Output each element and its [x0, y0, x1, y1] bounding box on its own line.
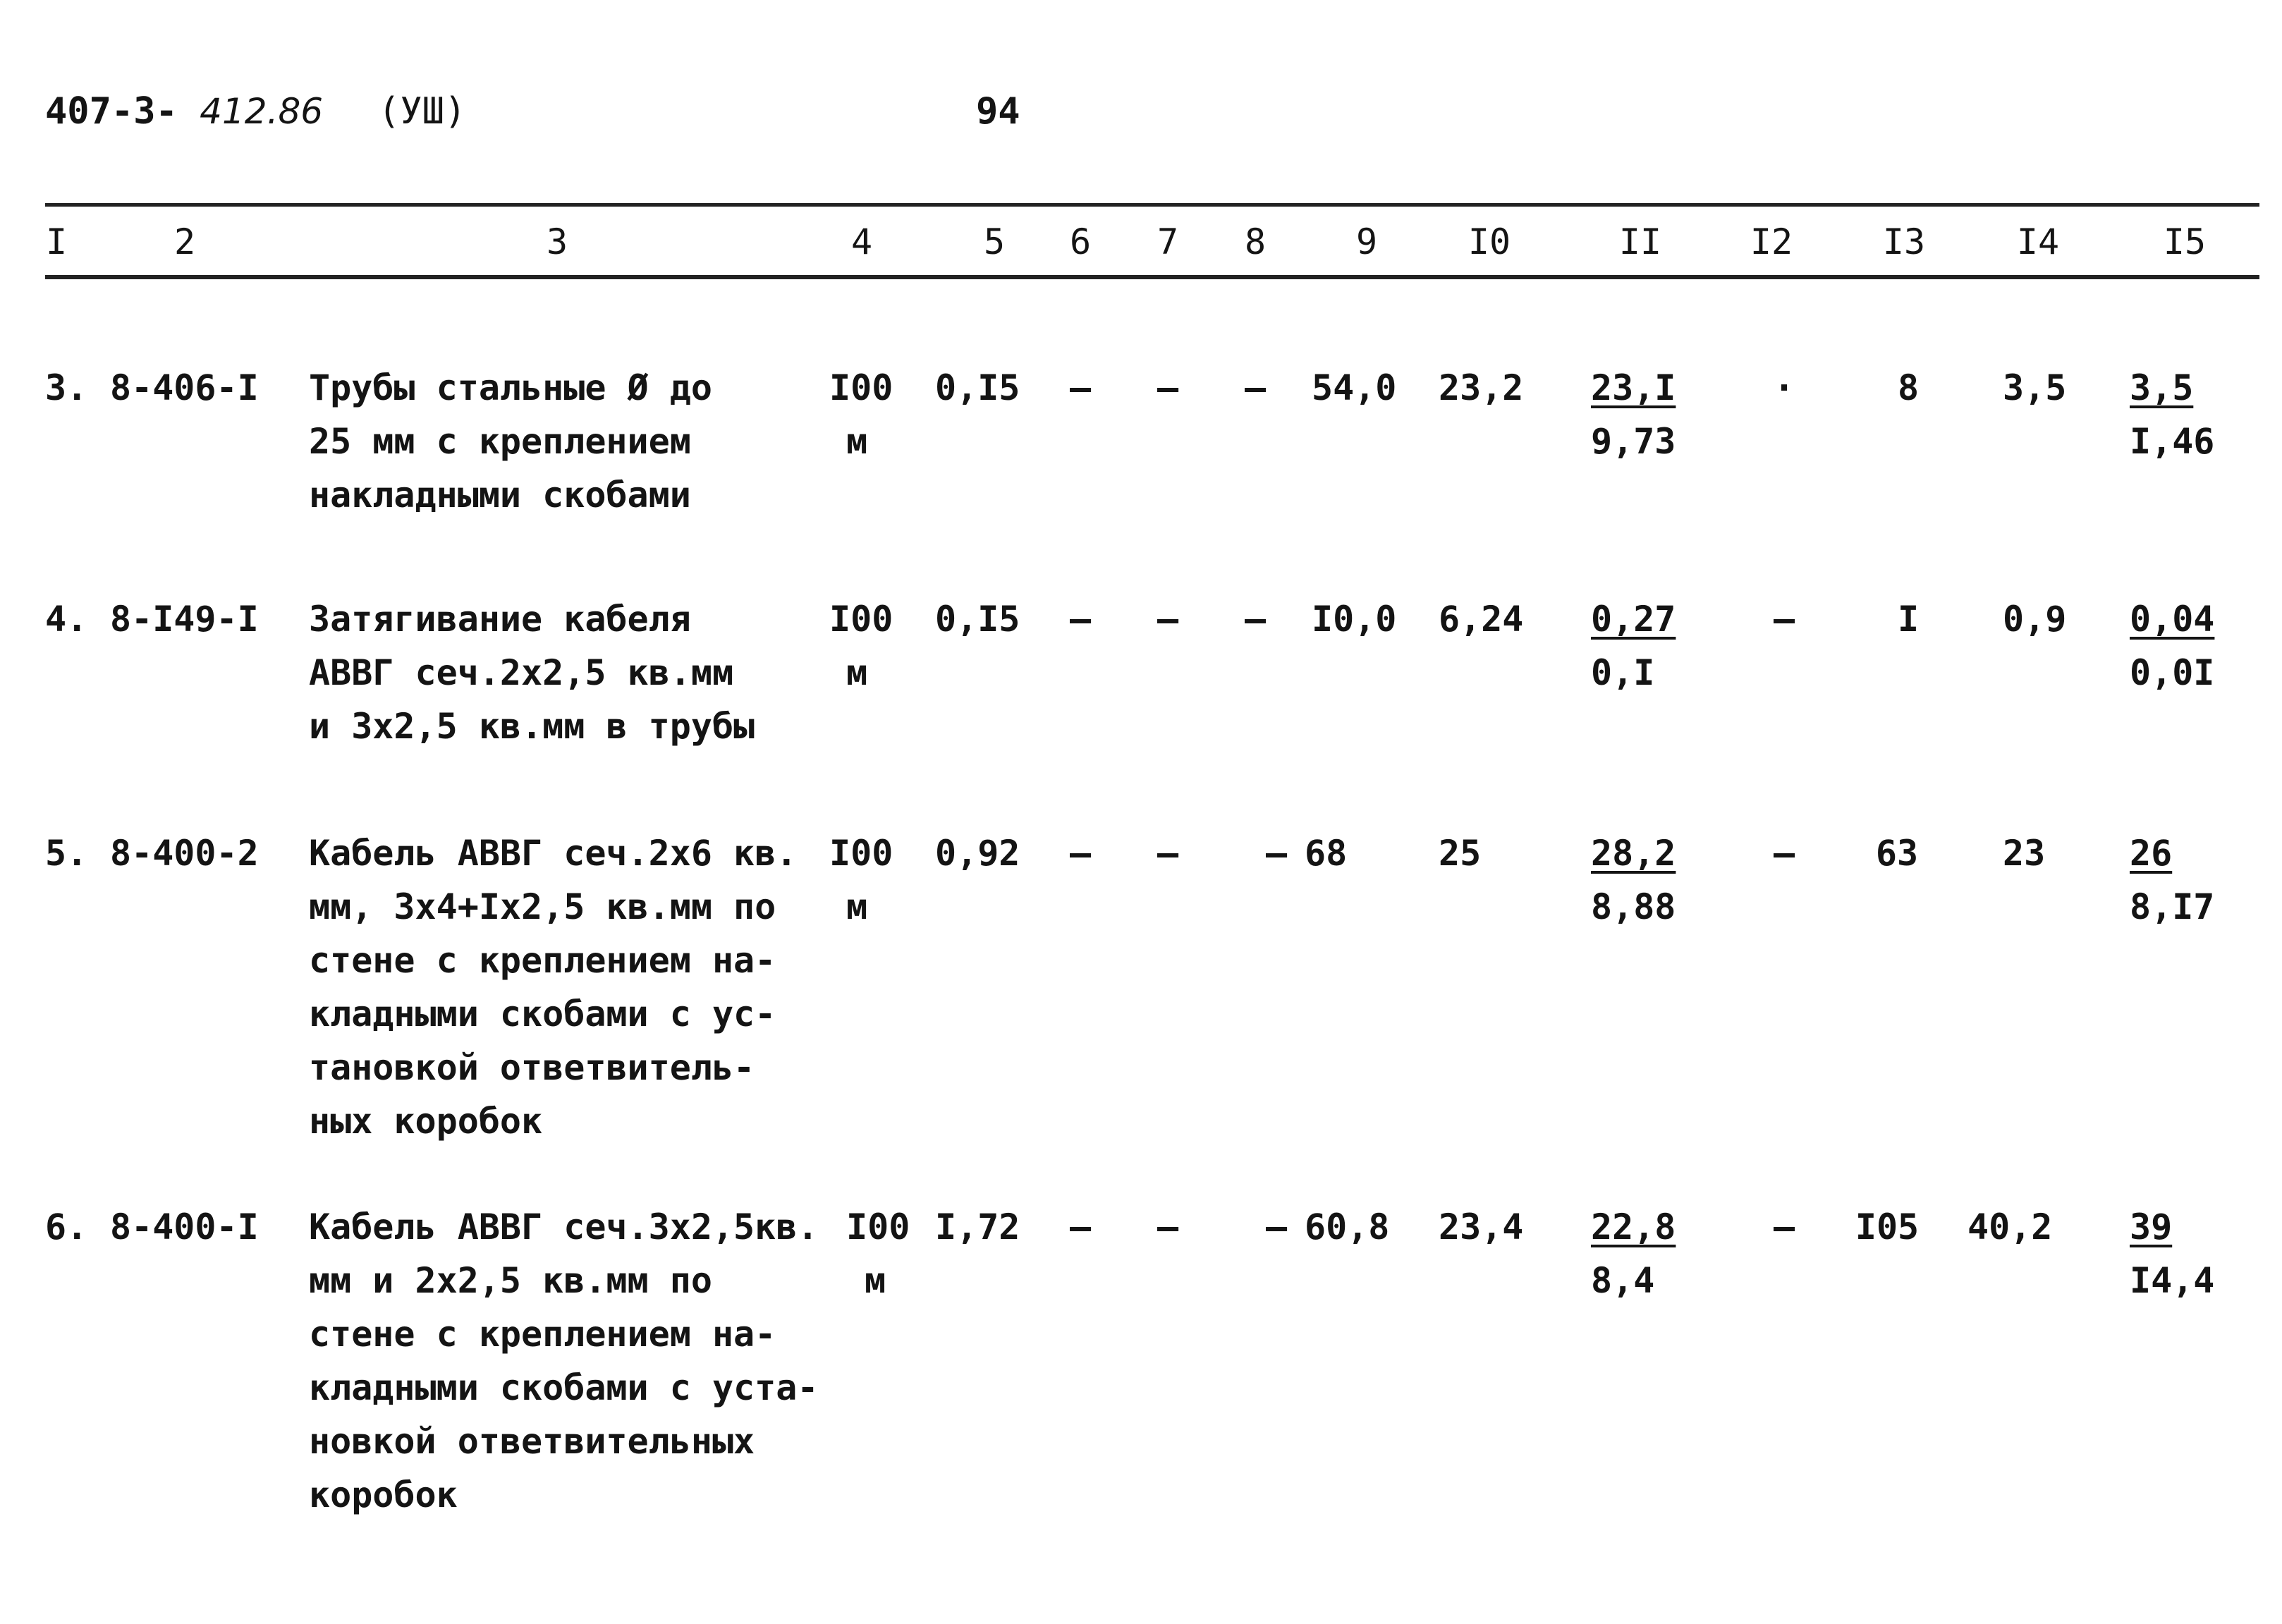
row-col11-numerator: 23,I	[1591, 367, 1676, 408]
row-col15-denominator: 0,0I	[2130, 652, 2215, 693]
row-col11-denominator: 0,I	[1591, 652, 1655, 693]
row-unit: I00	[829, 367, 893, 408]
row-col10: 23,2	[1439, 367, 1524, 408]
row-col11-numerator: 22,8	[1591, 1207, 1676, 1247]
row-code: 8-400-2	[110, 833, 259, 874]
row-description	[309, 361, 845, 522]
row-col11-denominator: 9,73	[1591, 421, 1676, 462]
row-col11-numerator: 0,27	[1591, 599, 1676, 640]
column-header-5: 5	[983, 221, 1006, 262]
row-col10: 6,24	[1439, 599, 1524, 640]
row-description-line: мм, 3х4+Iх2,5 кв.мм по	[309, 886, 776, 927]
row-unit: I00	[829, 599, 893, 640]
row-col8: –	[1265, 1207, 1288, 1247]
row-quantity: 0,I5	[935, 599, 1020, 640]
row-quantity: 0,I5	[935, 367, 1020, 408]
row-description-line: Затягивание кабеля	[309, 599, 691, 640]
column-header-14: I4	[2016, 221, 2060, 262]
row-col8: –	[1244, 599, 1267, 640]
row-col8: –	[1244, 367, 1267, 408]
row-col15-denominator: 8,I7	[2130, 886, 2215, 927]
row-code: 8-I49-I	[110, 599, 259, 640]
row-col11-denominator: 8,88	[1591, 886, 1676, 927]
row-col14: 3,5	[2003, 367, 2067, 408]
column-header-11: II	[1618, 221, 1662, 262]
row-col9: 54,0	[1312, 367, 1397, 408]
row-description-line: ных коробок	[309, 1101, 543, 1142]
row-col12: –	[1773, 833, 1795, 874]
row-description-line: коробок	[309, 1475, 458, 1515]
row-description-line: Кабель АВВГ сеч.3х2,5кв.	[309, 1207, 819, 1247]
row-col14: 0,9	[2003, 599, 2067, 640]
row-col15	[2130, 361, 2214, 468]
row-col12: ·	[1773, 367, 1795, 408]
column-header-1: I	[45, 221, 68, 262]
row-col9: I0,0	[1312, 599, 1397, 640]
row-col15-numerator: 0,04	[2130, 599, 2215, 640]
row-quantity: 0,92	[935, 833, 1020, 874]
row-col12: –	[1773, 599, 1795, 640]
row-col6: –	[1069, 367, 1092, 408]
row-description	[309, 592, 845, 753]
row-description-line: 25 мм с креплением	[309, 421, 691, 462]
row-col11	[1591, 1200, 1676, 1307]
row-col11-numerator: 28,2	[1591, 833, 1676, 874]
row-col15-denominator: I,46	[2130, 421, 2215, 462]
row-description	[309, 826, 845, 1148]
row-description-line: накладными скобами	[309, 475, 691, 515]
row-description-line: тановкой ответвитель-	[309, 1047, 755, 1088]
row-col7: –	[1157, 367, 1179, 408]
column-header-4: 4	[850, 221, 873, 262]
row-col14: 23	[2003, 833, 2046, 874]
section-label: (УШ)	[378, 90, 467, 133]
row-col12: –	[1773, 1207, 1795, 1247]
row-col13: I	[1897, 599, 1920, 640]
row-code: 8-406-I	[110, 367, 259, 408]
row-col7: –	[1157, 833, 1179, 874]
row-unit: I00	[829, 833, 893, 874]
row-col15-denominator: I4,4	[2130, 1260, 2215, 1301]
row-col11-denominator: 8,4	[1591, 1260, 1655, 1301]
column-header-15: I5	[2163, 221, 2207, 262]
row-quantity: I,72	[935, 1207, 1020, 1247]
row-unit-suffix: м	[846, 886, 868, 927]
column-header-13: I3	[1882, 221, 1926, 262]
column-header-12: I2	[1750, 221, 1793, 262]
document-code	[45, 90, 323, 133]
row-number: 5.	[45, 833, 88, 874]
page-number: 94	[976, 90, 1020, 133]
row-description-line: и 3х2,5 кв.мм в трубы	[309, 706, 755, 747]
row-code: 8-400-I	[110, 1207, 259, 1247]
column-header-9: 9	[1355, 221, 1378, 262]
table-top-rule	[45, 203, 2259, 207]
column-header-8: 8	[1244, 221, 1267, 262]
row-col14: 40,2	[1967, 1207, 2053, 1247]
row-col15	[2130, 1200, 2214, 1307]
row-number: 4.	[45, 599, 88, 640]
row-col10: 23,4	[1439, 1207, 1524, 1247]
row-col10: 25	[1439, 833, 1482, 874]
row-col15	[2130, 826, 2214, 934]
row-unit-suffix: м	[846, 421, 868, 462]
row-number: 3.	[45, 367, 88, 408]
row-col13: I05	[1855, 1207, 1920, 1247]
row-col6: –	[1069, 1207, 1092, 1247]
column-header-7: 7	[1157, 221, 1179, 262]
row-col15-numerator: 26	[2130, 833, 2173, 874]
row-description	[309, 1200, 845, 1522]
column-header-row	[0, 217, 2282, 267]
row-description-line: стене с креплением на-	[309, 1314, 776, 1355]
row-col11	[1591, 826, 1676, 934]
row-unit-suffix: м	[846, 652, 868, 693]
row-col11	[1591, 361, 1676, 468]
row-description-line: новкой ответвительных	[309, 1421, 755, 1462]
row-number: 6.	[45, 1207, 88, 1247]
column-header-6: 6	[1069, 221, 1092, 262]
document-code-printed: 407-3-	[45, 90, 178, 133]
row-description-line: Трубы стальные Ø до	[309, 367, 712, 408]
row-description-line: стене с креплением на-	[309, 940, 776, 981]
row-description-line: мм и 2х2,5 кв.мм по	[309, 1260, 712, 1301]
table-header-rule	[45, 275, 2259, 279]
row-description-line: кладными скобами с уста-	[309, 1367, 819, 1408]
column-header-2: 2	[173, 221, 196, 262]
column-header-3: 3	[546, 221, 568, 262]
row-col6: –	[1069, 599, 1092, 640]
row-description-line: АВВГ сеч.2х2,5 кв.мм	[309, 652, 734, 693]
row-col8: –	[1265, 833, 1288, 874]
row-col7: –	[1157, 599, 1179, 640]
row-col9: 68	[1305, 833, 1348, 874]
row-col6: –	[1069, 833, 1092, 874]
row-col15	[2130, 592, 2214, 700]
row-description-line: Кабель АВВГ сеч.2х6 кв.	[309, 833, 798, 874]
row-description-line: кладными скобами с ус-	[309, 994, 776, 1034]
row-col15-numerator: 3,5	[2130, 367, 2194, 408]
row-unit-suffix: м	[865, 1260, 886, 1301]
row-col13: 8	[1897, 367, 1920, 408]
row-col9: 60,8	[1305, 1207, 1390, 1247]
row-col11	[1591, 592, 1676, 700]
column-header-10: I0	[1468, 221, 1511, 262]
document-code-handwritten: 412.86	[200, 91, 324, 132]
row-col15-numerator: 39	[2130, 1207, 2173, 1247]
row-col7: –	[1157, 1207, 1179, 1247]
row-col13: 63	[1875, 833, 1919, 874]
row-unit: I00	[846, 1207, 910, 1247]
